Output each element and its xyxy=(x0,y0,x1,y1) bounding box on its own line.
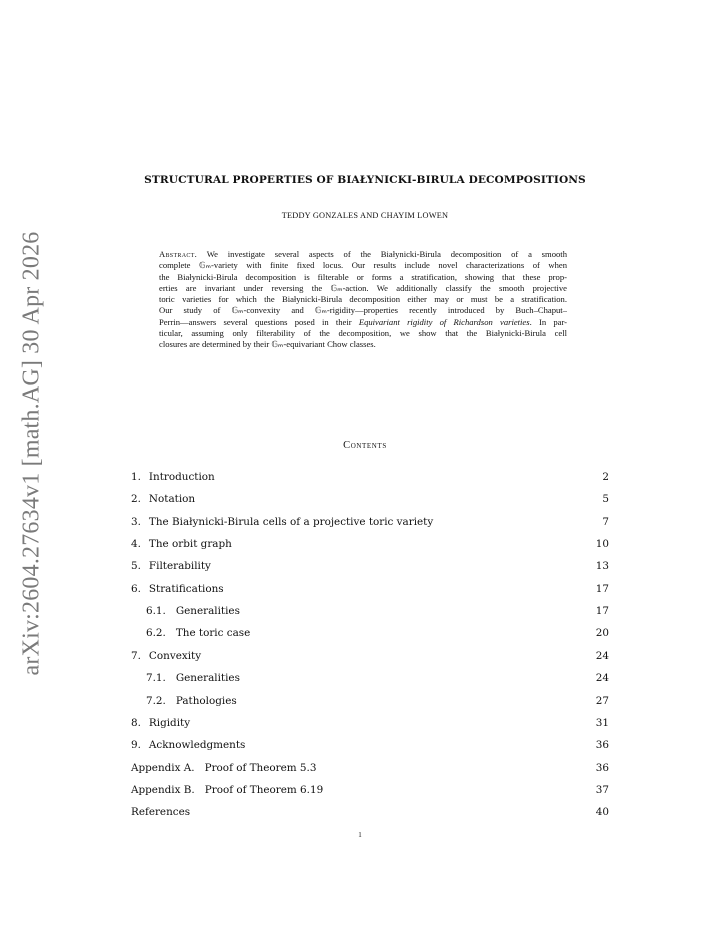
toc-entry[interactable] xyxy=(131,558,609,574)
toc-entry[interactable] xyxy=(131,760,609,776)
toc-entry-title: Rigidity xyxy=(148,716,191,729)
toc-entry-title: The orbit graph xyxy=(148,538,232,551)
toc-entry-page: 20 xyxy=(595,627,609,640)
toc-entry-page: 7 xyxy=(602,515,609,528)
toc-entry-title: The Białynicki-Birula cells of a projective toric variety xyxy=(148,515,434,528)
toc-entry-number: 7. xyxy=(131,649,141,662)
toc-entry[interactable] xyxy=(146,625,609,641)
toc-entry-page: 2 xyxy=(602,471,609,483)
toc-entry[interactable] xyxy=(131,648,609,664)
arxiv-identifier: arXiv:2604.27634v1 [math.AG] 30 Apr 2026 xyxy=(18,231,45,675)
toc-entry-title: Acknowledgments xyxy=(148,739,246,752)
abstract-line: Our study of 𝔾ₘ-convexity and 𝔾ₘ-rigidity—properties recently introduced by Buch–Chaput– xyxy=(159,305,567,316)
toc-entry-page: 13 xyxy=(595,560,609,573)
toc-entry-title: Notation xyxy=(148,493,196,506)
toc-entry[interactable] xyxy=(131,536,609,552)
toc-entry[interactable] xyxy=(131,491,609,507)
toc-entry-page: 5 xyxy=(602,493,609,506)
abstract-line: complete 𝔾ₘ-variety with finite fixed locus. Our results include novel characterizations of when xyxy=(159,260,567,271)
toc-entry-title: Convexity xyxy=(148,649,202,662)
toc-entry-number: 5. xyxy=(131,560,141,573)
toc-entry-title: Proof of Theorem 5.3 xyxy=(204,761,317,774)
toc-entry-number: 3. xyxy=(131,515,141,528)
toc-entry-number: 1. xyxy=(131,471,141,483)
abstract-line: Perrin—answers several questions posed in their Equivariant rigidity of Richardson varieties. In par- xyxy=(159,316,567,327)
toc-entry-page: 37 xyxy=(595,783,609,796)
toc-entry-title: Filterability xyxy=(148,560,211,573)
toc-entry-title: Generalities xyxy=(175,672,240,685)
toc-entry-page: 36 xyxy=(595,761,609,774)
toc-entry-title: Pathologies xyxy=(175,694,237,707)
toc-entry-title: Generalities xyxy=(175,605,240,618)
toc-entry-number: 9. xyxy=(131,739,141,752)
toc-entry-title: The toric case xyxy=(175,627,251,640)
page-number: 1 xyxy=(358,831,362,839)
toc-entry-number: 4. xyxy=(131,538,141,551)
toc-entry-page: 40 xyxy=(595,806,609,819)
toc-entry[interactable] xyxy=(146,603,609,619)
paper-authors: TEDDY GONZALES AND CHAYIM LOWEN xyxy=(281,211,449,220)
toc-entry-page: 17 xyxy=(595,605,609,618)
abstract-line: ticular, assuming only filterability of the decomposition, we show that the Białynicki-Birula cell xyxy=(159,328,567,339)
toc-entry-title: References xyxy=(131,806,191,819)
toc-entry[interactable] xyxy=(131,804,609,820)
toc-entry-title: Stratifications xyxy=(148,582,224,595)
abstract-line: closures are determined by their 𝔾ₘ-equivariant Chow classes. xyxy=(159,339,376,350)
toc-entry-number: 6. xyxy=(131,582,141,595)
toc-entry-number: Appendix A. xyxy=(131,761,195,774)
toc-entry-title: Proof of Theorem 6.19 xyxy=(204,783,324,796)
toc-entry-number: 7.2. xyxy=(146,694,166,707)
toc-entry-page: 10 xyxy=(595,538,609,551)
toc-entry-page: 24 xyxy=(595,672,609,685)
paper-title: STRUCTURAL PROPERTIES OF BIAŁYNICKI-BIRULA DECOMPOSITIONS xyxy=(144,174,586,186)
toc-entry[interactable] xyxy=(131,469,609,485)
abstract-label: Abstract. xyxy=(159,249,198,259)
toc-entry-page: 17 xyxy=(595,582,609,595)
toc-entry[interactable] xyxy=(131,782,609,798)
toc-entry-page: 24 xyxy=(595,649,609,662)
toc-entry-page: 36 xyxy=(595,739,609,752)
toc-entry[interactable] xyxy=(131,715,609,731)
toc-entry-page: 31 xyxy=(595,716,609,729)
toc-entry-title: Introduction xyxy=(148,471,215,483)
toc-entry-number: 7.1. xyxy=(146,672,166,685)
toc-entry-page: 27 xyxy=(595,694,609,707)
toc-entry-number: 8. xyxy=(131,716,141,729)
toc-entry-number: Appendix B. xyxy=(131,783,195,796)
toc-entry-number: 6.2. xyxy=(146,627,166,640)
toc-entry[interactable] xyxy=(146,670,609,686)
cited-paper-title: Equivariant rigidity of Richardson varieties xyxy=(358,316,530,327)
abstract-line: toric varieties for which the Białynicki-Birula decomposition either may or must be a stratification. xyxy=(159,294,567,305)
contents-heading: Contents xyxy=(343,440,387,451)
toc-entry[interactable] xyxy=(131,514,609,530)
toc-entry-number: 2. xyxy=(131,493,141,506)
toc-entry[interactable] xyxy=(131,737,609,753)
toc-entry-number: 6.1. xyxy=(146,605,166,618)
abstract-line: erties are invariant under reversing the 𝔾ₘ-action. We additionally classify the smooth projective xyxy=(159,282,567,293)
toc-entry[interactable] xyxy=(146,693,609,709)
abstract-line: Abstract. We investigate several aspects of the Białynicki-Birula decomposition of a smooth xyxy=(159,249,567,259)
abstract-line: the Białynicki-Birula decomposition is filterable or forms a stratification, showing that these prop- xyxy=(159,271,567,282)
toc-entry[interactable] xyxy=(131,581,609,597)
